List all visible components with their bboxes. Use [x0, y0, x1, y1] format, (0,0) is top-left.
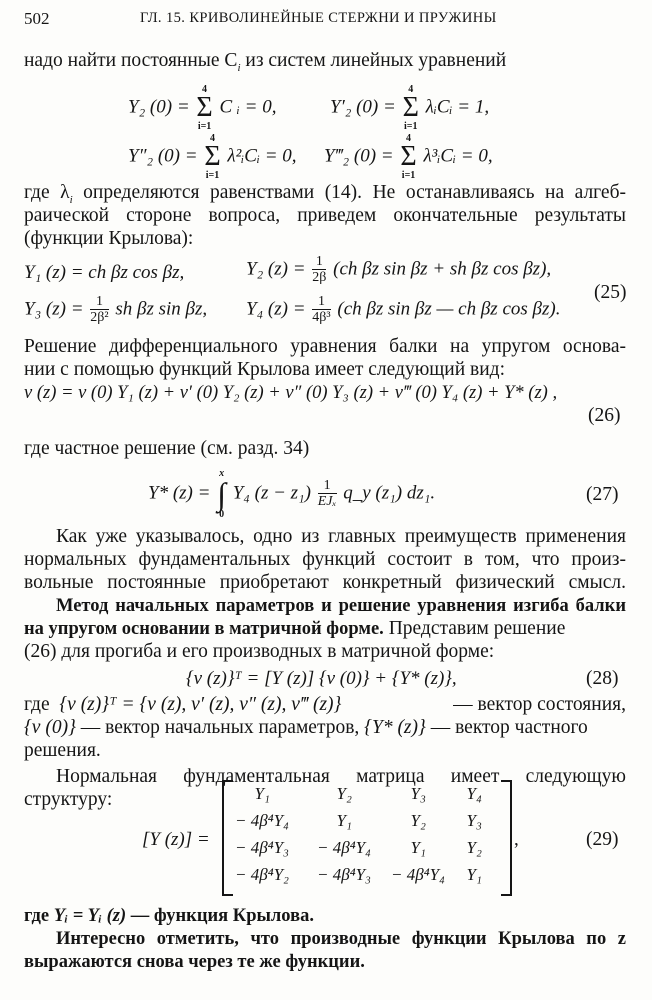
- text-line: раической стороне вопроса, приведем окончательные результаты: [24, 205, 626, 226]
- sum-operator: 4 Σ i=1: [402, 84, 419, 132]
- matrix-lhs: [Y (z)] =: [142, 829, 210, 850]
- text-line: где {v (z)}ᵀ = {v (z), v′ (z), v″ (z), v‴ (z)} — вектор состояния,: [24, 694, 626, 715]
- text-line: где частное решение (см. разд. 34): [24, 438, 310, 459]
- matrix-cell: − 4β⁴Y₄: [317, 838, 371, 857]
- krylov-y3: Y₃ (z) = $\frac{1}{\text{2β²}}$ sh βz sin βz,: [24, 294, 208, 325]
- sum-operator: 4 Σ i=1: [204, 133, 221, 181]
- matrix-cell: − 4β⁴Y₃: [235, 838, 289, 857]
- equation-system-row2: Y″₂ (0) = 4 Σ i=1 λ²ᵢCᵢ = 0,: [128, 133, 297, 181]
- equation-system-row2b: Y‴₂ (0) = 4 Σ i=1 λ³ᵢCᵢ = 0,: [324, 133, 493, 181]
- matrix-cell: Y₁: [410, 838, 426, 857]
- fraction: $\frac{1}{2\beta}$: [312, 254, 327, 285]
- matrix-cell: Y₂: [466, 838, 482, 857]
- fundamental-matrix: [222, 778, 512, 896]
- text-line: нормальных фундаментальных функций состоит в том, что произ-: [24, 549, 626, 570]
- matrix-cell: Y₁: [336, 811, 352, 830]
- equation-number: (25): [594, 282, 627, 303]
- matrix-comma: ,: [514, 829, 519, 850]
- krylov-y2: Y₂ (z) = $\frac{1}{2\beta}$ (ch βz sin βz + sh βz cos βz),: [246, 254, 552, 285]
- fraction: $\frac{1}{\text{4β³}}$: [312, 294, 331, 325]
- equation-number: (28): [586, 668, 619, 689]
- matrix-cell: − 4β⁴Y₃: [317, 865, 371, 884]
- matrix-cell: Y₂: [336, 784, 352, 803]
- fraction: $\frac{1}{\text{EJₓ}}$: [317, 478, 337, 509]
- equation-26: v (z) = v (0) Y₁ (z) + v′ (0) Y₂ (z) + v″ (0) Y₃ (z) + v‴ (0) Y₄ (z) + Y* (z) ,: [24, 383, 558, 403]
- text-line: решения.: [24, 740, 101, 761]
- sum-operator: 4 Σ i=1: [400, 133, 417, 181]
- text-line: (26) для прогиба и его производных в матричной форме:: [24, 641, 495, 662]
- left-bracket: [222, 780, 233, 896]
- text-line: {v (0)} — вектор начальных параметров, {Y* (z)} — вектор частного: [24, 717, 588, 738]
- text-line: Нормальная фундаментальная матрица имеет следующую: [56, 766, 626, 787]
- equation-number: (27): [586, 484, 619, 505]
- text-line: где Yᵢ = Yᵢ (z) — функция Крылова.: [24, 906, 314, 926]
- matrix-cell: − 4β⁴Y₂: [235, 865, 289, 884]
- page-number: 502: [24, 9, 50, 28]
- right-bracket: [501, 780, 512, 896]
- matrix-cell: Y₃: [466, 811, 482, 830]
- text-line: выражаются снова через те же функции.: [24, 952, 365, 972]
- running-title: ГЛ. 15. КРИВОЛИНЕЙНЫЕ СТЕРЖНИ И ПРУЖИНЫ: [140, 10, 497, 26]
- equation-28: {v (z)}ᵀ = [Y (z)] {v (0)} + {Y* (z)},: [186, 668, 457, 689]
- equation-number: (29): [586, 829, 619, 850]
- equation-system-row1b: Y′₂ (0) = 4 Σ i=1 λᵢCᵢ = 1,: [330, 84, 490, 132]
- matrix-cell: Y₂: [410, 811, 426, 830]
- matrix-cell: Y₃: [410, 784, 426, 803]
- matrix-cell: Y₁: [254, 784, 270, 803]
- text-line: структуру:: [24, 789, 113, 810]
- fraction: $\frac{1}{\text{2β²}}$: [90, 294, 109, 325]
- integral-operator: x ∫ 0: [217, 468, 226, 520]
- sum-operator: 4 Σ i=1: [196, 84, 213, 132]
- text-line: Интересно отметить, что производные функции Крылова по z: [56, 929, 626, 949]
- text-line: Решение дифференциального уравнения балки на упругом основа-: [24, 336, 626, 357]
- matrix-cell: Y₄: [466, 784, 482, 803]
- equation-system-row1: Y₂ (0) = 4 Σ i=1 C ᵢ = 0,: [128, 84, 277, 132]
- matrix-cell: − 4β⁴Y₄: [391, 865, 445, 884]
- equation-number: (26): [588, 405, 621, 426]
- krylov-y1: Y₁ (z) = ch βz cos βz,: [24, 262, 185, 283]
- matrix-cell: − 4β⁴Y₄: [235, 811, 289, 830]
- text-line: нии с помощью функций Крылова имеет следующий вид:: [24, 359, 506, 380]
- krylov-y4: Y₄ (z) = $\frac{1}{\text{4β³}}$ (ch βz sin βz — ch βz cos βz).: [246, 294, 561, 325]
- text-line: на упругом основании в матричной форме. Представим решение: [24, 618, 566, 639]
- matrix-cell: Y₁: [466, 865, 482, 884]
- text-line: (функции Крылова):: [24, 228, 194, 249]
- text-line: где $\lambda_i$ определяются равенствами (14). Не останавливаясь на алгеб-: [24, 182, 626, 206]
- equation-27: Y* (z) = x ∫ 0 Y₄ (z − z₁) $\frac{1}{\text{EJₓ}}$ q_y (z₁) dz₁.: [148, 468, 436, 520]
- bold-heading-line: Метод начальных параметров и решение уравнения изгиба балки: [56, 596, 626, 616]
- text-line: Как уже указывалось, одно из главных преимуществ применения: [56, 526, 626, 547]
- text-line: вольные постоянные приобретают конкретный физический смысл.: [24, 572, 626, 593]
- text-line: надо найти постоянные $C_i$ из систем линейных уравнений: [24, 50, 507, 74]
